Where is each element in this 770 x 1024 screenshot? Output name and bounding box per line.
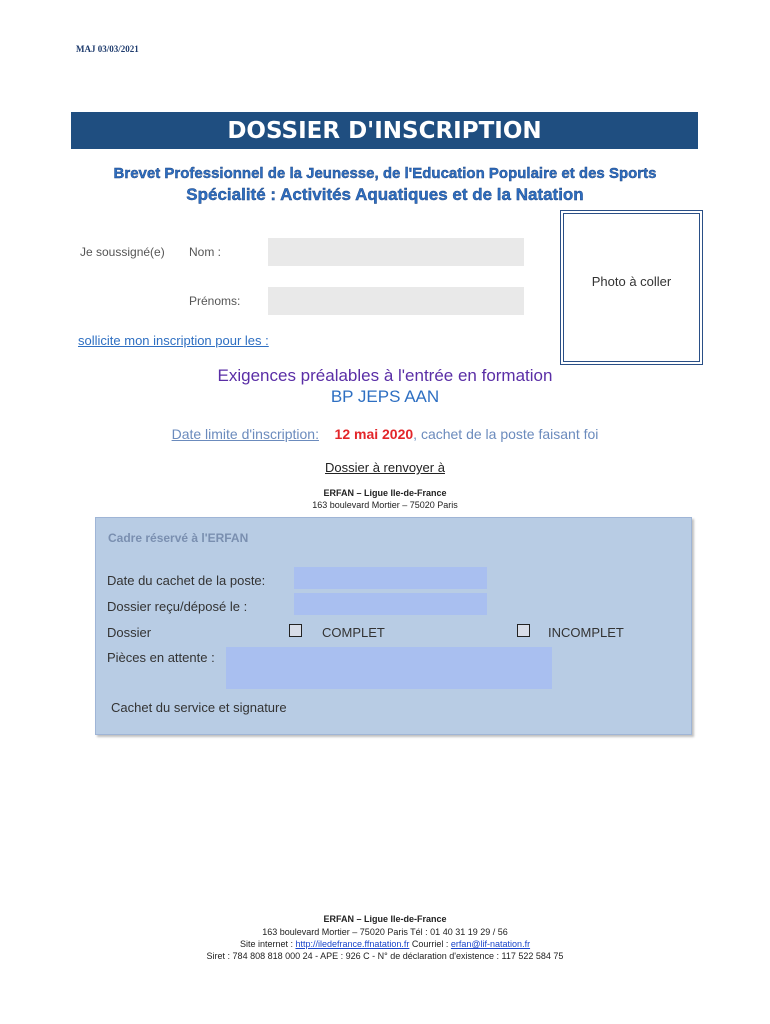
pieces-field[interactable] <box>226 647 552 689</box>
incomplet-label: INCOMPLET <box>548 625 624 640</box>
footer-site-link[interactable]: http://iledefrance.ffnatation.fr <box>295 939 410 949</box>
deadline-line <box>0 426 770 442</box>
complet-label: COMPLET <box>322 625 385 640</box>
prenoms-label: Prénoms: <box>189 294 241 308</box>
photo-box <box>560 210 703 365</box>
nom-field[interactable] <box>268 238 524 266</box>
sollicite-text: sollicite mon inscription pour les : <box>78 333 269 348</box>
requirements-diploma: BP JEPS AAN <box>330 387 440 406</box>
subtitle-speciality: Spécialité : Activités Aquatiques et de la Natation <box>186 185 584 204</box>
page-title <box>71 112 698 149</box>
footer-siret: Siret : 784 808 818 000 24 - APE : 926 C - N° de déclaration d'existence : 117 522 584 75 <box>206 951 564 961</box>
recu-field[interactable] <box>294 593 487 615</box>
reserved-title: Cadre réservé à l'ERFAN <box>108 531 249 545</box>
send-to-label: Dossier à renvoyer à <box>325 460 445 475</box>
recu-label: Dossier reçu/déposé le : <box>107 599 248 614</box>
send-to-org: ERFAN – Ligue Ile-de-France <box>323 488 447 498</box>
footer-contact <box>0 939 770 949</box>
pieces-label: Pièces en attente : <box>107 650 215 665</box>
prenoms-field[interactable] <box>268 287 524 315</box>
reserved-frame <box>95 517 692 735</box>
send-to-address: 163 boulevard Mortier – 75020 Paris <box>312 500 458 510</box>
cachet-date-field[interactable] <box>294 567 487 589</box>
requirements-heading: Exigences préalables à l'entrée en formation <box>217 366 553 385</box>
footer-site-label: Site internet : <box>239 939 296 949</box>
deadline-date: 12 mai 2020 <box>334 426 414 442</box>
nom-label: Nom : <box>189 245 222 259</box>
cachet-date-label: Date du cachet de la poste: <box>107 573 266 588</box>
footer-mail-link[interactable]: erfan@lif-natation.fr <box>450 939 531 949</box>
footer-org: ERFAN – Ligue Ile-de-France <box>323 914 447 924</box>
complet-checkbox[interactable] <box>289 624 302 637</box>
deadline-label: Date limite d'inscription: <box>171 426 319 442</box>
footer-address: 163 boulevard Mortier – 75020 Paris Tél : 01 40 31 19 29 / 56 <box>262 927 508 937</box>
incomplet-checkbox[interactable] <box>517 624 530 637</box>
dossier-label: Dossier <box>107 625 152 640</box>
footer-mail-label: Courriel : <box>409 939 451 949</box>
je-soussigne-label: Je soussigné(e) <box>80 245 165 259</box>
signature-label: Cachet du service et signature <box>111 700 287 715</box>
deadline-suffix: , cachet de la poste faisant foi <box>413 426 599 442</box>
subtitle-diploma: Brevet Professionnel de la Jeunesse, de l'Education Populaire et des Sports <box>113 165 657 182</box>
page-title-text: DOSSIER D'INSCRIPTION <box>227 117 542 144</box>
photo-label: Photo à coller <box>591 274 672 289</box>
update-date: MAJ 03/03/2021 <box>76 44 139 54</box>
